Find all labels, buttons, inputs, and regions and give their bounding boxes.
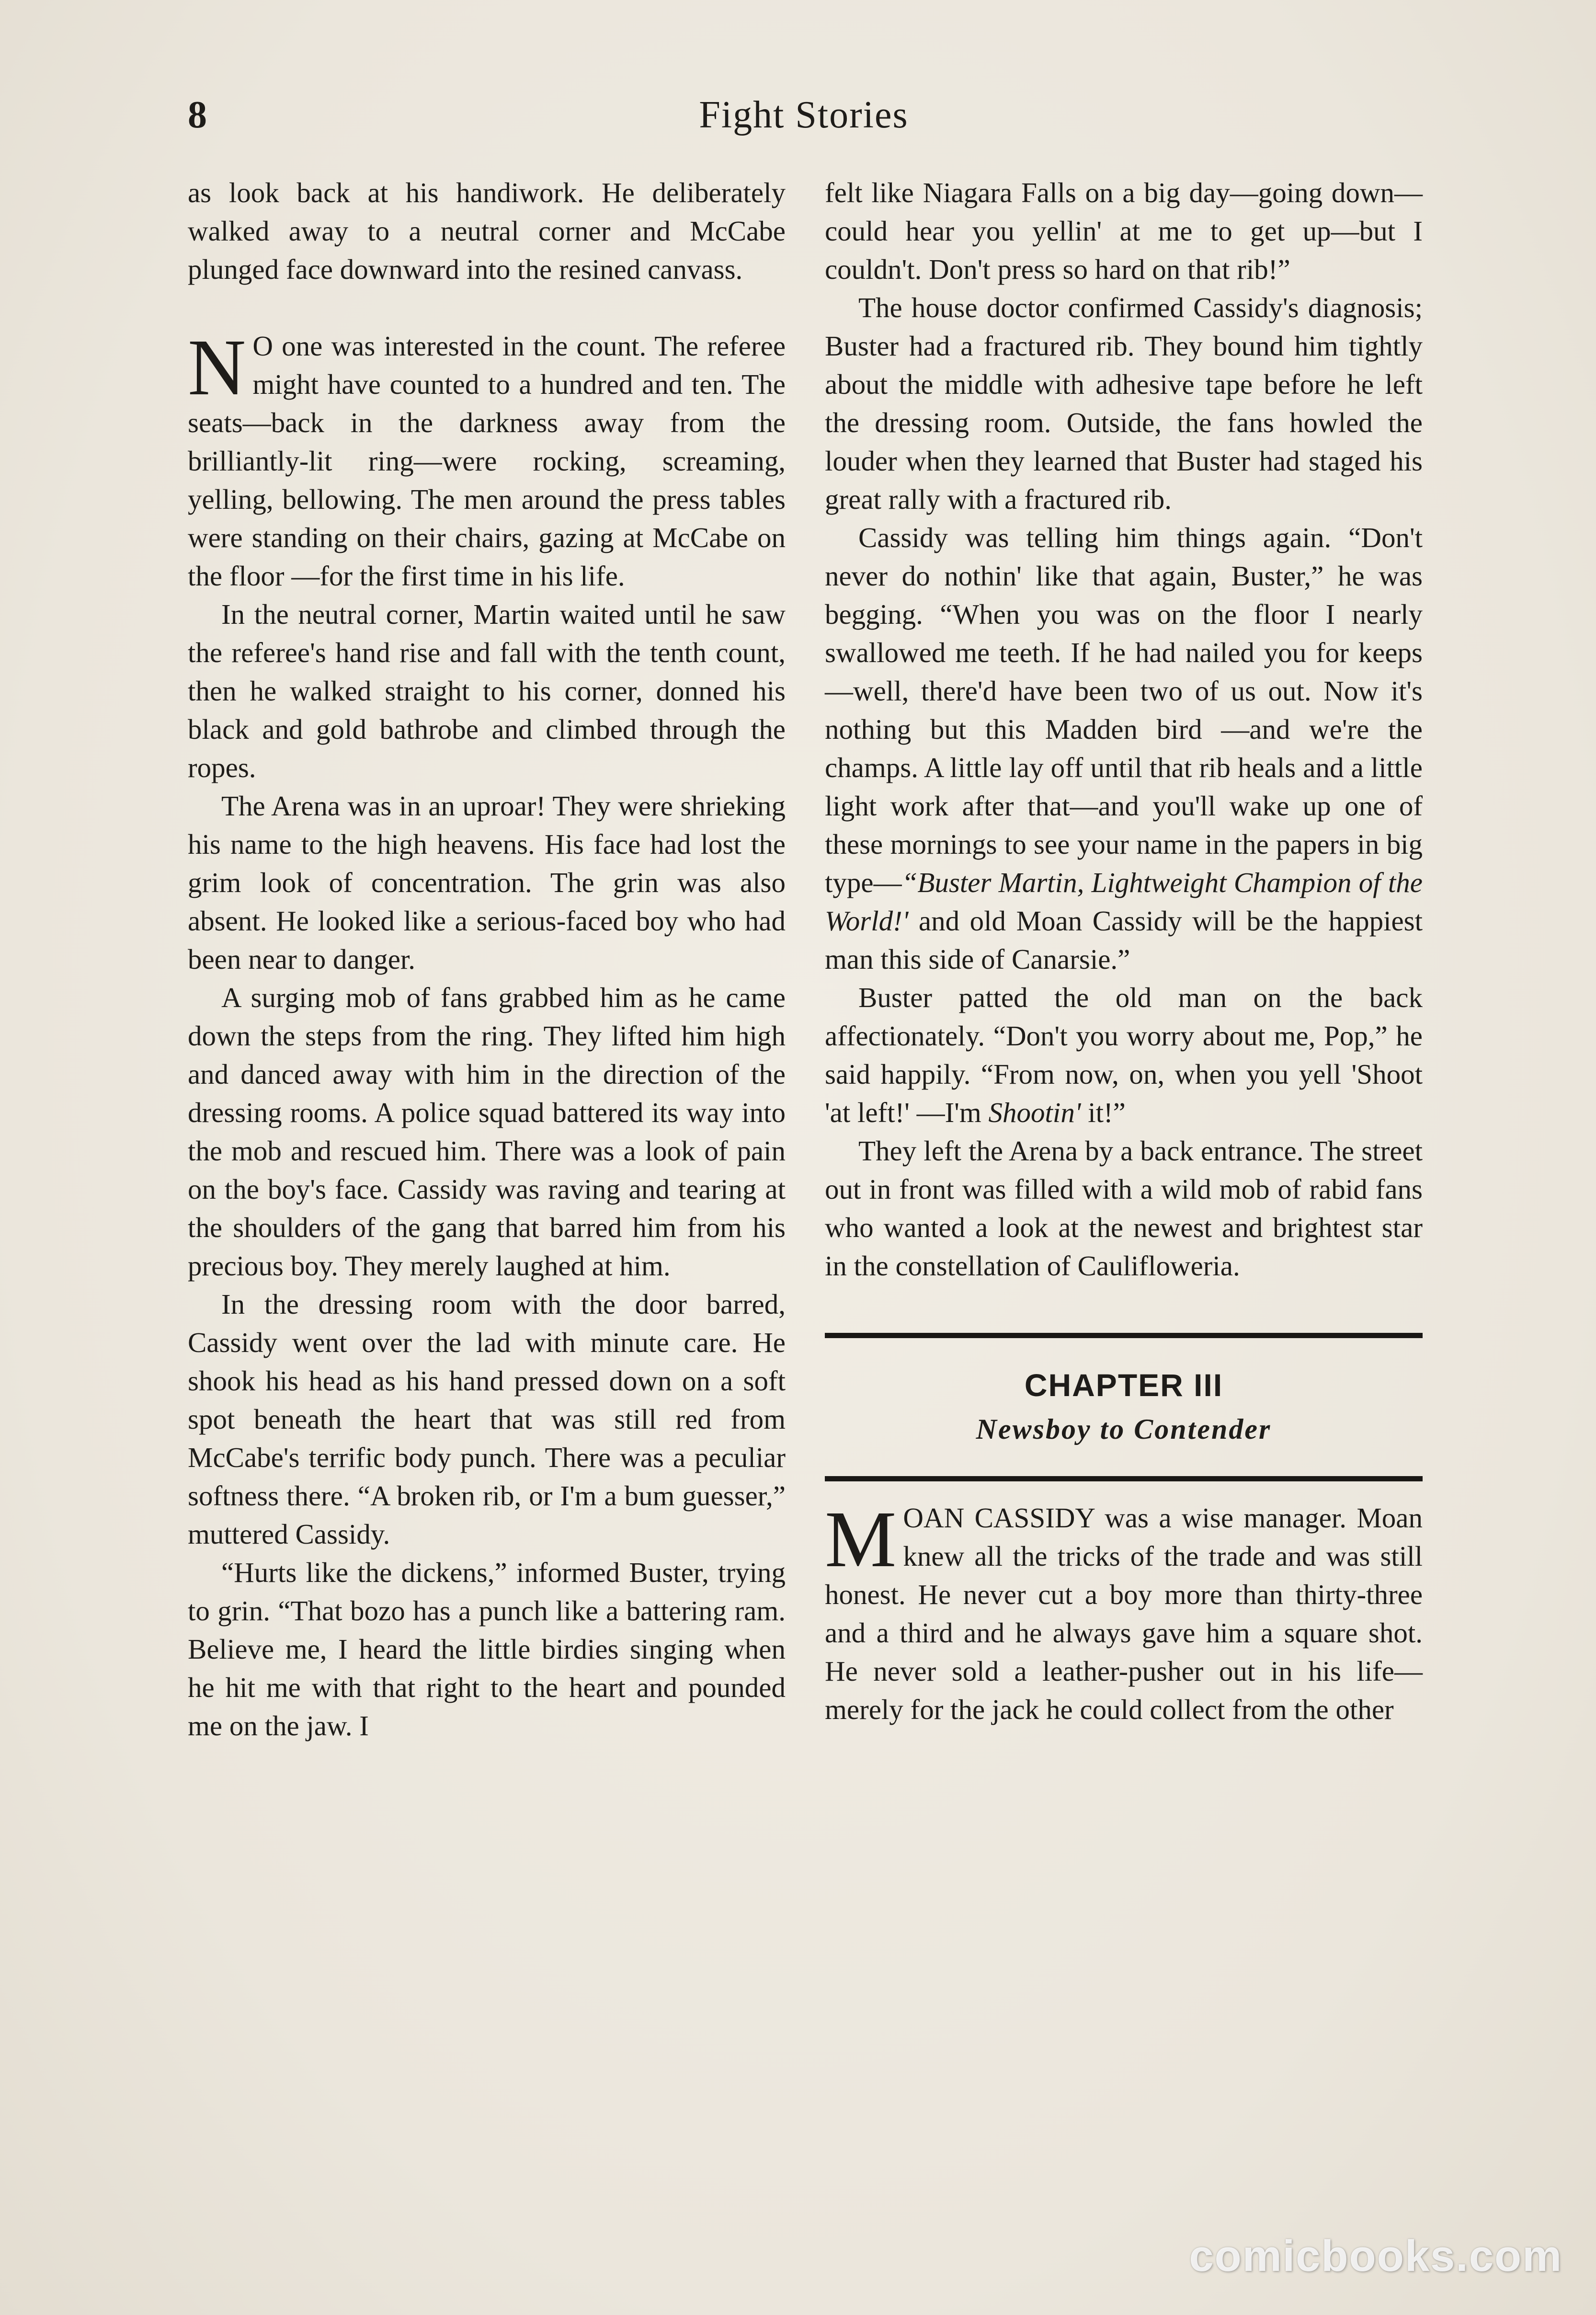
chapter-rule-top — [825, 1333, 1423, 1338]
right-column — [825, 173, 1423, 1729]
watermark: comicbooks.com — [1189, 2232, 1562, 2281]
paragraph-text: and old Moan Cassidy will be the happiest man this side of Canarsie.” — [825, 905, 1423, 975]
paragraph: as look back at his handiwork. He deliberately walked away to a neutral corner and McCabe plunged face downward into the resined canvass. — [188, 177, 786, 285]
paragraph — [825, 978, 1423, 1132]
page-number: 8 — [188, 94, 207, 136]
paragraph-dropcap — [188, 323, 786, 595]
chapter-subtitle: Newsboy to Contender — [976, 1413, 1272, 1445]
paragraph-dropcap — [825, 1495, 1423, 1729]
paragraph-text: OAN CASSIDY was a wise manager. Moan knew all the tricks of the trade and was still honest. He never cut a boy more than thirty-three and a third and he always gave him a square shot. He never sold a leather-pusher out in his life—merely for the jack he could collect from the other — [825, 1502, 1423, 1725]
paragraph: The Arena was in an uproar! They were shrieking his name to the high heavens. His face had lost the grim look of concentration. The grin was also absent. He looked like a serious-faced boy who had been near to danger. — [188, 790, 786, 975]
italic-word: Shootin' — [988, 1097, 1081, 1128]
italic-headline: “Buster Martin, Lightweight Champion of the World!' — [825, 867, 1423, 937]
paragraph — [825, 518, 1423, 978]
paragraph: “Hurts like the dickens,” informed Buster, trying to grin. “That bozo has a punch like a battering ram. Believe me, I heard the little birdies singing when he hit me with that right to the heart and pounded me on the jaw. I — [188, 1557, 786, 1742]
page-header — [188, 86, 1420, 144]
chapter-block — [825, 1338, 1423, 1476]
paragraph: felt like Niagara Falls on a big day—going down—could hear you yellin' at me to get up—but I couldn't. Don't press so hard on that rib!” — [825, 177, 1423, 285]
running-title: Fight Stories — [699, 94, 909, 136]
paragraph: The house doctor confirmed Cassidy's diagnosis; Buster had a fractured rib. They bound him tightly about the middle with adhesive tape before he left the dressing room. Outside, the fans howled the louder when they learned that Buster had staged his great rally with a fractured rib. — [825, 292, 1423, 515]
paragraph-text: Cassidy was telling him things again. “Don't never do nothin' like that again, Buster,” he was begging. “When you was on the floor I nearly swallowed me teeth. If he had nailed you for keeps —well, there'd have been two of us out. Now it's nothing but this Madden bird —and we're the champs. A little lay off until that rib heals and a little light work after that—and you'll wake up one of these mornings to see your name in the papers in big type— — [825, 522, 1423, 898]
drop-cap: N — [188, 323, 246, 412]
paragraph-text: it!” — [1081, 1097, 1126, 1128]
paragraph: In the dressing room with the door barred, Cassidy went over the lad with minute care. He shook his head as his hand pressed down on a soft spot beneath the heart that was still red from McCabe's terrific body punch. There was a peculiar softness there. “A broken rib, or I'm a bum guesser,” muttered Cassidy. — [188, 1288, 786, 1550]
paragraph-text: O one was interested in the count. The referee might have counted to a hundred and ten. The seats—back in the darkness away from the brilliantly-lit ring—were rocking, screaming, yelling, bellowing. The men around the press tables were standing on their chairs, gazing at McCabe on the floor —for the first time in his life. — [188, 330, 786, 592]
chapter-rule-bottom — [825, 1476, 1423, 1481]
chapter-heading: CHAPTER III — [1024, 1367, 1223, 1403]
paragraph: A surging mob of fans grabbed him as he came down the steps from the ring. They lifted him high and danced away with him in the direction of the dressing rooms. A police squad battered its way into the mob and rescued him. There was a look of pain on the boy's face. Cassidy was raving and tearing at the shoulders of the gang that barred him from his precious boy. They merely laughed at him. — [188, 982, 786, 1282]
paragraph-text: Buster patted the old man on the back affectionately. “Don't you worry about me, Pop,” he said happily. “From now, on, when you yell 'Shoot 'at left!' —I'm — [825, 982, 1423, 1128]
left-column — [188, 173, 786, 1745]
paragraph: They left the Arena by a back entrance. The street out in front was filled with a wild mob of rabid fans who wanted a look at the newest and brightest star in the constellation of Caulifloweria. — [825, 1135, 1423, 1282]
drop-cap: M — [825, 1495, 897, 1584]
paragraph: In the neutral corner, Martin waited until he saw the referee's hand rise and fall with the tenth count, then he walked straight to his corner, donned his black and gold bathrobe and climbed through the ropes. — [188, 598, 786, 783]
